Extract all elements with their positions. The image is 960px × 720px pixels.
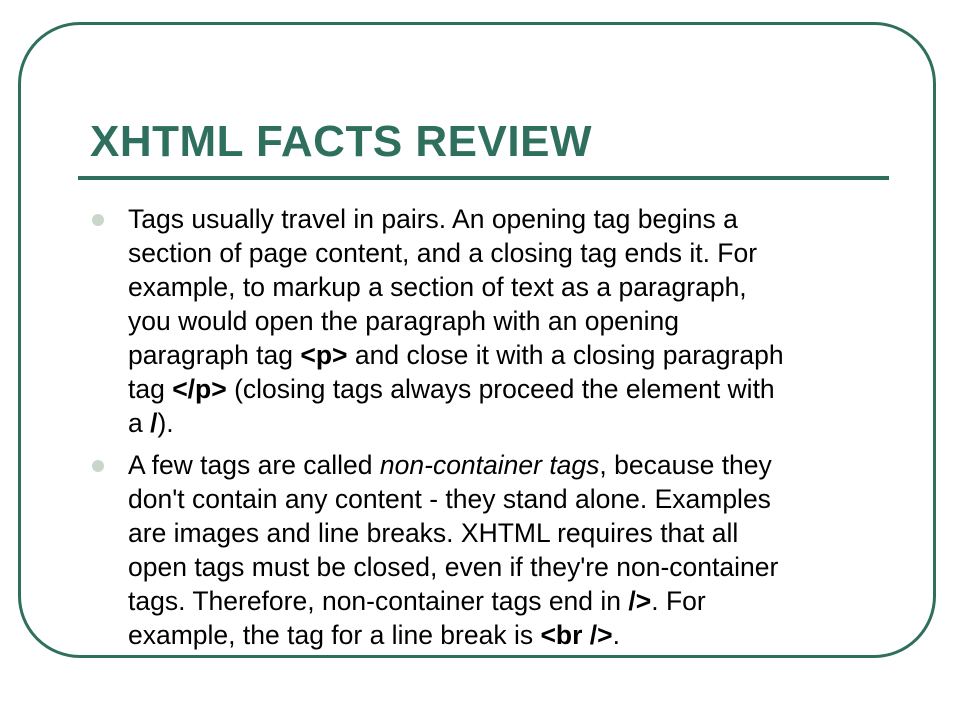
bullet-dot-icon (92, 460, 104, 472)
text-run: . (612, 620, 621, 650)
text-run: (closing tags always proceed the element with (226, 374, 775, 404)
text-run: paragraph tag (128, 340, 301, 370)
bullet-list (90, 202, 920, 652)
text-run: you would open the paragraph with an opening (128, 306, 680, 336)
bullet-text-line (128, 550, 920, 584)
code-tag-p-open: <p> (300, 340, 348, 370)
bullet-item-tags-in-pairs (90, 202, 920, 440)
bullet-text-line (128, 516, 920, 550)
code-slash: / (150, 408, 158, 438)
code-self-close: /> (628, 586, 652, 616)
bullet-text-line (128, 448, 920, 482)
text-run: Tags usually travel in pairs. An opening tag begins a (128, 204, 738, 234)
bullet-text-line (128, 584, 920, 618)
bullet-item-non-container-tags (90, 448, 920, 652)
code-tag-br: <br /> (540, 620, 613, 650)
text-run: . For (651, 586, 706, 616)
text-run: are images and line breaks. XHTML requires that all (128, 518, 739, 548)
bullet-text-line (128, 406, 920, 440)
text-run: tags. Therefore, non-container tags end in (128, 586, 629, 616)
bullet-text-line (128, 372, 920, 406)
text-run: A few tags are called (128, 450, 380, 480)
text-run: a (128, 408, 151, 438)
emphasis-term: non-container tags (379, 450, 600, 480)
bullet-text-line (128, 202, 920, 236)
bullet-text-line (128, 618, 920, 652)
text-run: , because they (599, 450, 772, 480)
code-tag-p-close: </p> (172, 374, 227, 404)
text-run: tag (128, 374, 173, 404)
bullet-text-line (128, 482, 920, 516)
bullet-text-line (128, 338, 920, 372)
text-run: example, the tag for a line break is (128, 620, 541, 650)
text-run: don't contain any content - they stand alone. Examples (128, 484, 771, 514)
text-run: section of page content, and a closing tag ends it. For (128, 238, 758, 268)
bullet-text-line (128, 270, 920, 304)
bullet-text-line (128, 236, 920, 270)
title-underline-rule (78, 176, 889, 180)
bullet-dot-icon (92, 214, 104, 226)
bullet-text-line (128, 304, 920, 338)
slide-title: XHTML FACTS REVIEW (90, 117, 592, 166)
text-run: open tags must be closed, even if they're non-container (128, 552, 779, 582)
text-run: ). (157, 408, 174, 438)
text-run: and close it with a closing paragraph (347, 340, 784, 370)
text-run: example, to markup a section of text as a paragraph, (128, 272, 747, 302)
